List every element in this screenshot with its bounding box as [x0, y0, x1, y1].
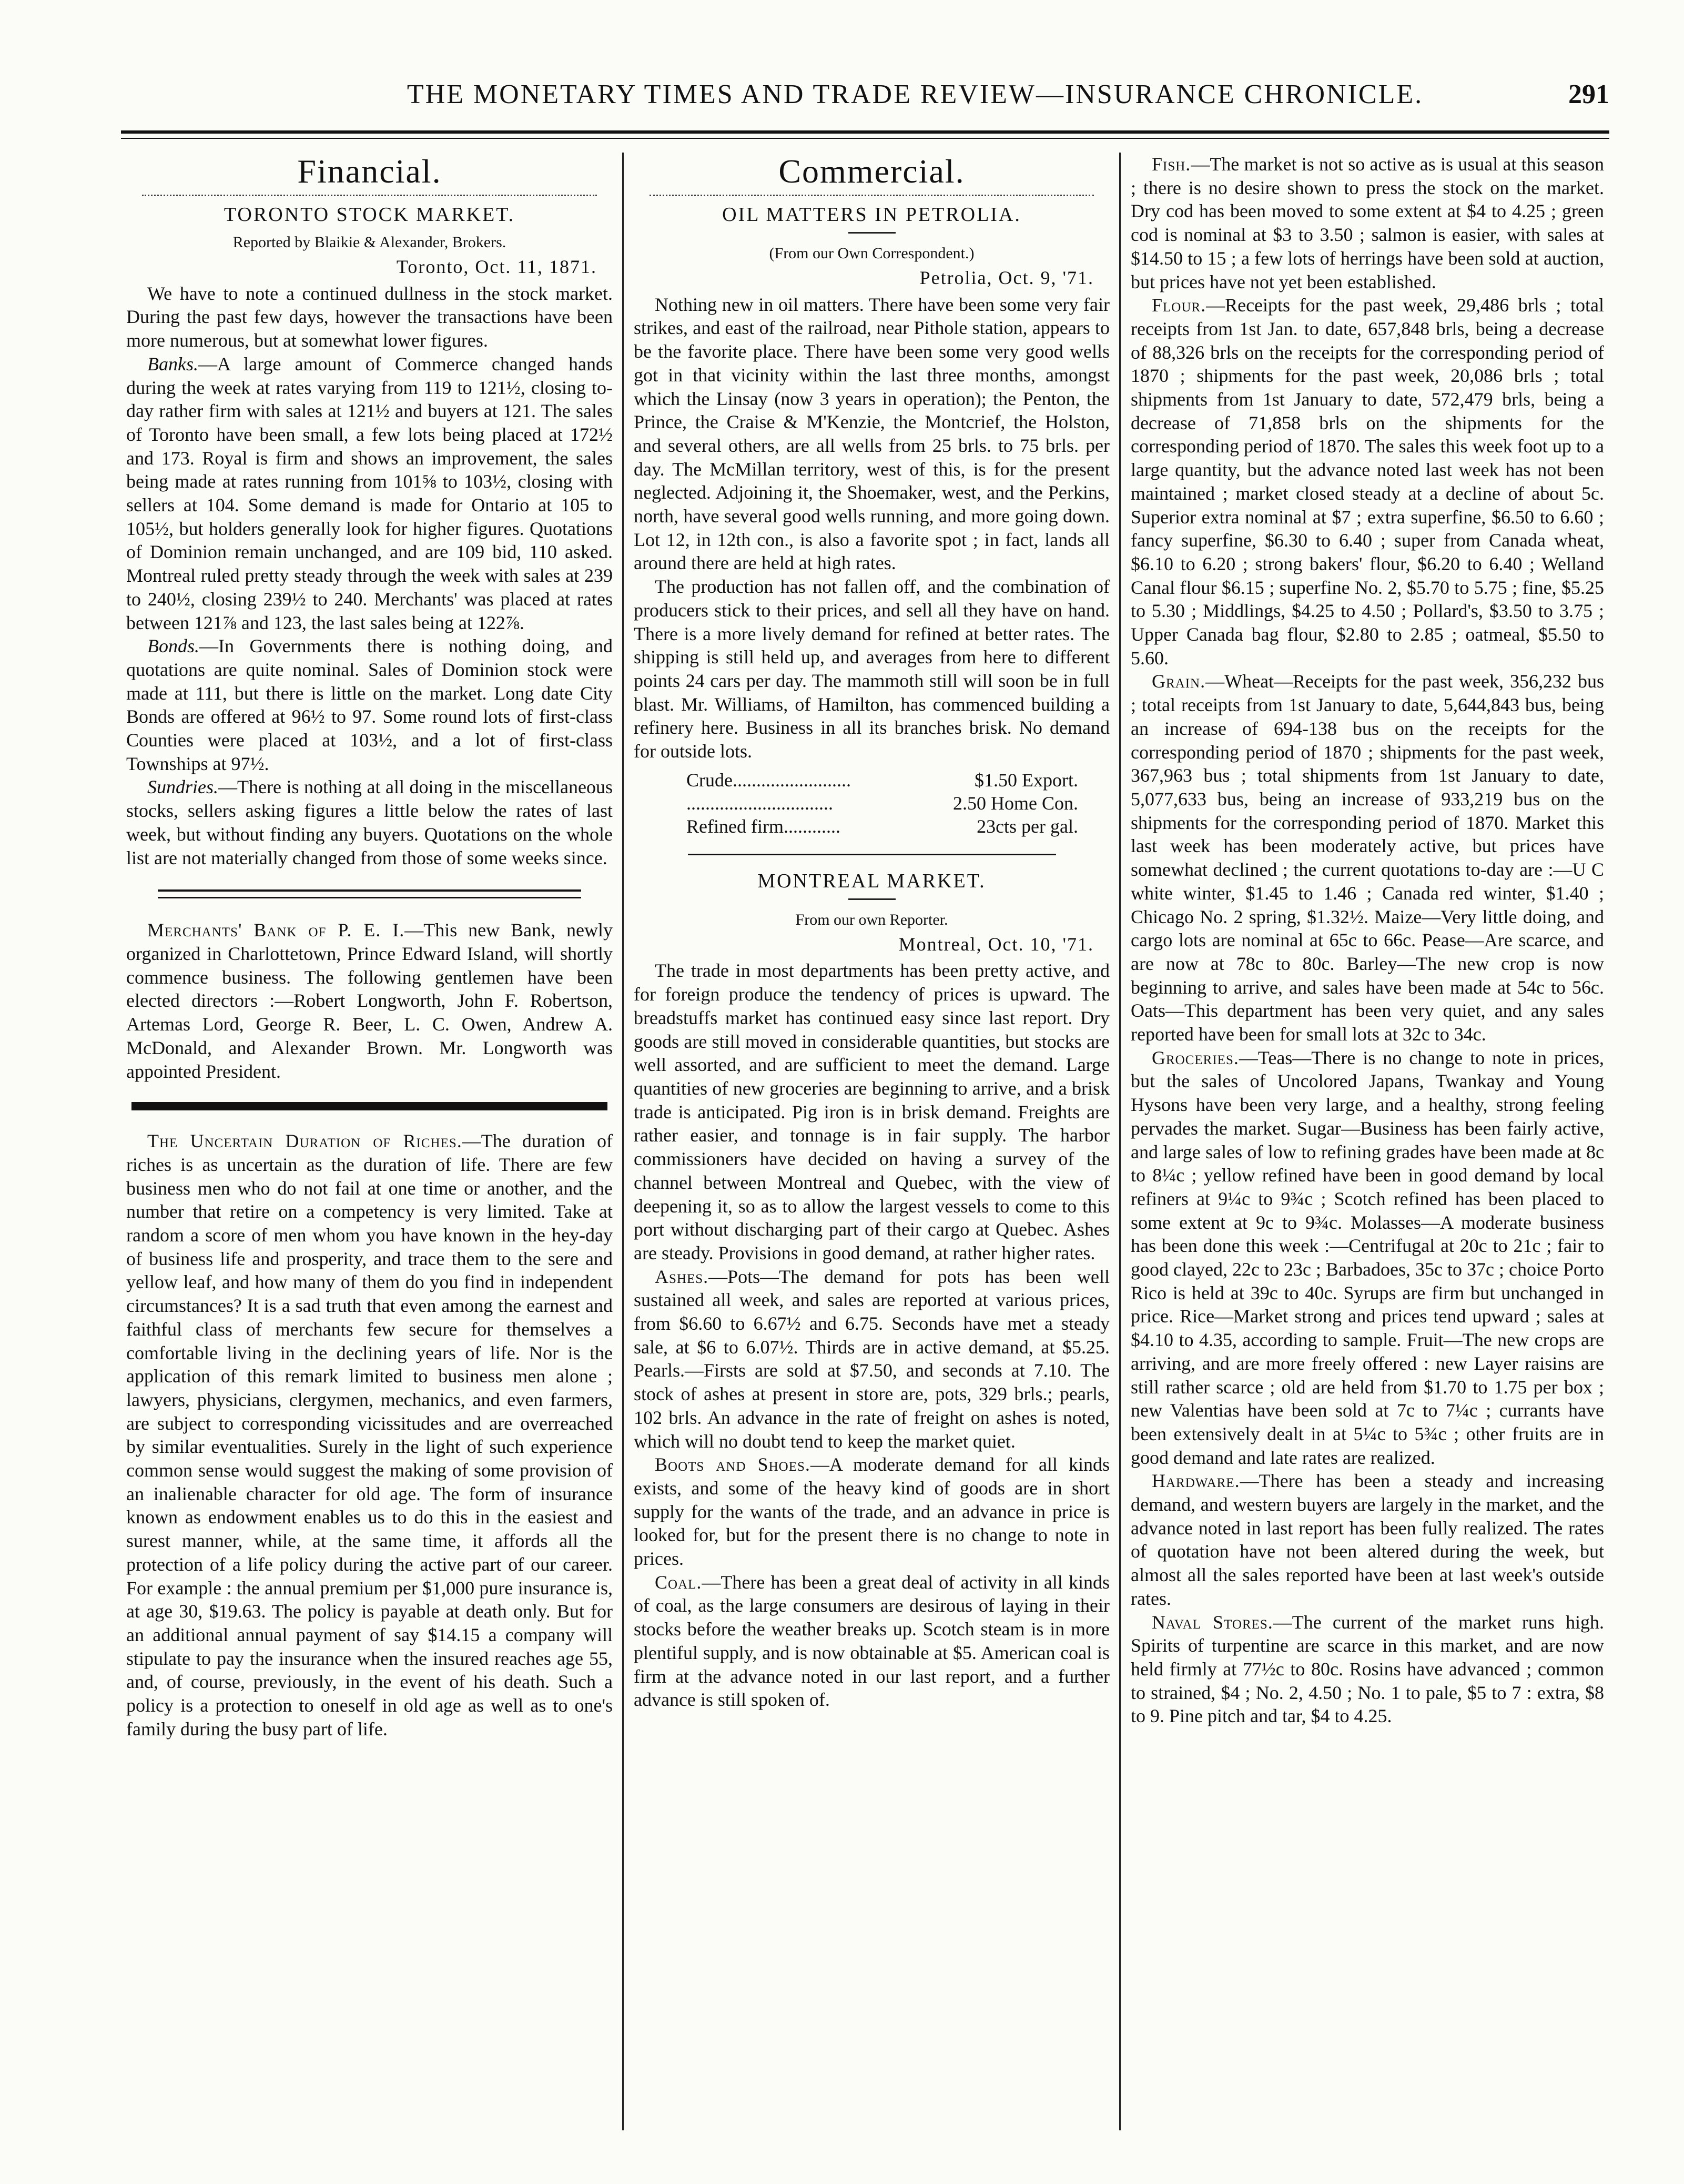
- paragraph: Nothing new in oil matters. There have been some very fair strikes, and east of the railroad, near Pithole station, appears to be the favorite place. There have been some very good wells got in that vicinity within the last three months, amongst which the Linsay (now 3 years in operation); the Penton, the Prince, the Craise & M'Kenzie, the Montcrief, the Holston, and several others, are all wells from 25 brls. to 75 brls. per day. The McMillan territory, west of this, is for the present neglected. Adjoining it, the Shoemaker, west, and the Perkins, north, have several good wells running, and more going down. Lot 12, in 12th con., is also a favorite spot ; in fact, lands all around there are held at high rates.: [634, 294, 1110, 574]
- byline: (From our Own Correspondent.): [769, 245, 975, 262]
- page-number: 291: [1568, 79, 1609, 109]
- price-label: ...............................: [686, 792, 833, 814]
- paragraph: [1131, 153, 1604, 294]
- paragraph: [1131, 294, 1604, 670]
- department-title: Financial.: [297, 153, 442, 190]
- dateline: Montreal, Oct. 10, '71.: [898, 933, 1094, 955]
- paragraph: [1131, 670, 1604, 1046]
- paragraph: [126, 1129, 613, 1741]
- section-text: —A large amount of Commerce changed hands during the week at rates varying from 119 to 121½, closing to-day rather firm with sales at 121½ and buyers at 121. The sales of Toronto have been small, a few lots being placed at 172½ and 173. Royal is firm and shows an improvement, the sales being made at rates running from 101⅝ to 103½, closing with sellers at 104. Some demand is made for Ontario at 105 to 105½, but holders generally look for higher figures. Quotations of Dominion remain unchanged, and are 109 bid, 110 asked. Montreal ruled pretty steady through the week with sales at 239 to 240½, closing 239½ to 240. Merchants' was placed at rates between 121⅞ and 123, the last sales being at 122⅞.: [126, 353, 613, 633]
- section-label: Merchants' Bank of P. E. I.: [147, 919, 405, 941]
- article-title: MONTREAL MARKET.: [757, 869, 986, 892]
- paragraph: [126, 775, 613, 869]
- section-text: —The duration of riches is as uncertain as the duration of life. There are few business men who do not fail at one time or another, and the number that retire on a competency is very limited. Take at random a score of men whom you have known in the hey-day of business life and prosperity, and trace them to the sere and yellow leaf, and how many of them do you find in independent circumstances? It is a sad truth that even among the earnest and faithful class of merchants few secure for themselves a comfortable living in the declining years of life. Nor is the application of this remark limited to business men alone ; lawyers, physicians, clergymen, mechanics, and even farmers, are subject to corresponding vicissitudes and are overreached by similar eventualities. Surely in the light of such experience common sense would suggest the making of some provision of an inalienable character for old age. The form of insurance known as endowment enables us to do this in the easiest and surest manner, while, at the same time, it affords all the protection of a life policy during the active part of our career. For example : the annual premium per $1,000 pure insurance is, at age 30, $19.63. The policy is payable at death only. But for an additional annual payment of say $14.15 a company will stipulate to pay the insurance when the insured reaches age 55, and, of course, previously, in the event of his death. Such a policy is a protection to oneself in old age as well as to one's family during the busy part of life.: [126, 1130, 613, 1740]
- price-label: Refined firm............: [686, 815, 840, 837]
- paragraph: The trade in most departments has been pretty active, and for foreign produce the tendency of prices is upward. The breadstuffs market has continued easy since last report. Dry goods are still moved in considerable quantities, but stocks are well assorted, and are sufficient to meet the demand. Large quantities of new groceries are beginning to arrive, and a brisk trade is anticipated. Pig iron is in brisk demand. Freights are rather easier, and tonnage is in fair supply. The harbor commissioners have decided on having a survey of the channel between Montreal and Quebec, with the view of deepening it, so as to allow the largest vessels to come to this port without discharging part of their cargo at Quebec. Ashes are steady. Provisions in good demand, at rather higher rates.: [634, 960, 1110, 1263]
- header-rule: [121, 130, 1609, 134]
- section-text: —There has been a great deal of activity in all kinds of coal, as the large consumers are desirous of laying in their stocks before the weather breaks up. Scotch steam is in more plentiful supply, and is now obtainable at $5. American coal is firm at the advance noted in our last report, and a further advance is still spoken of.: [634, 1571, 1110, 1711]
- page-header: [121, 79, 1609, 121]
- header-rule-thin: [121, 138, 1609, 139]
- financial-column: [126, 153, 613, 2130]
- section-text: —This new Bank, newly organized in Charlottetown, Prince Edward Island, will shortly commence business. The following gentlemen have been elected directors :—Robert Longworth, John F. Robertson, Artemas Lord, George R. Beer, L. C. Owen, Andrew A. McDonald, and Alexander Brown. Mr. Longworth was appointed President.: [126, 919, 613, 1082]
- section-label: Fish.: [1152, 154, 1191, 175]
- paragraph: [126, 352, 613, 634]
- paragraph: [634, 1571, 1110, 1712]
- section-text: —There is nothing at all doing in the miscellaneous stocks, sellers asking figures a little below the rates of last week, but without finding any buyers. Quotations on the whole list are not materially changed from those of some weeks since.: [126, 776, 613, 868]
- section-text: —In Governments there is nothing doing, and quotations are quite nominal. Sales of Dominion stock were made at 111, but there is little on the market. Long date City Bonds are offered at 96½ to 97. Some round lots of first-class Counties were placed at 103½, and a lot of first-class Townships at 97½.: [126, 635, 613, 774]
- byline: From our own Reporter.: [795, 911, 948, 928]
- price-value: 23cts per gal.: [977, 815, 1078, 837]
- paragraph: The production has not fallen off, and the combination of producers stick to their prices, and sell all they have on hand. There is a more lively demand for refined at better rates. The shipping is still held up, and averages from here to different points 24 cars per day. The mammoth still will soon be in full blast. Mr. Williams, of Hamilton, has commenced building a refinery here. Business in all its branches brisk. No demand for outside lots.: [634, 576, 1110, 762]
- section-label: Bonds.: [147, 635, 199, 657]
- section-label: Flour.: [1152, 295, 1206, 316]
- section-label: The Uncertain Duration of Riches.: [147, 1130, 462, 1152]
- article-title: TORONTO STOCK MARKET.: [224, 204, 515, 226]
- ornament-rule: [142, 195, 597, 196]
- section-text: —A moderate demand for all kinds exists, and some of the heavy kind of goods are in short supply for the wants of the trade, and an advance in price is looked for, but for the present there is no change to note in prices.: [634, 1454, 1110, 1570]
- section-label: Hardware.: [1152, 1470, 1240, 1492]
- section-label: Naval Stores.: [1152, 1611, 1273, 1633]
- section-label: Coal.: [655, 1571, 702, 1593]
- section-label: Grain.: [1152, 671, 1206, 692]
- price-value: 2.50 Home Con.: [953, 792, 1078, 814]
- article-title: OIL MATTERS IN PETROLIA.: [722, 204, 1021, 226]
- price-table: [634, 769, 1110, 838]
- paragraph: [634, 1265, 1110, 1453]
- section-text: —Receipts for the past week, 29,486 brls ; total receipts from 1st Jan. to date, 657,848 brls, being a decrease of 88,326 brls on the receipts for the corresponding period of 1870 ; shipments for the past week, 20,086 brls ; total shipments from 1st January to date, 572,479 brls, being a decrease of 71,858 brls on the shipments for the corresponding period of 1870. The sales this week foot up to a large quantity, but the advance noted last week has not been maintained ; market closed steady at a decline of about 5c. Superior extra nominal at $7 ; extra superfine, $6.50 to 6.60 ; fancy superfine, $6.30 to 6.40 ; super from Canada wheat, $6.10 to 6.20 ; strong bakers' flour, $6.20 to 6.40 ; Welland Canal flour $6.15 ; superfine No. 2, $5.70 to 5.75 ; fine, $5.25 to 5.30 ; Middlings, $4.25 to 4.50 ; Pollard's, $3.50 to 3.75 ; Upper Canada bag flour, $2.80 to 2.85 ; oatmeal, $5.50 to 5.60.: [1131, 295, 1604, 669]
- section-text: —Pots—The demand for pots has been well sustained all week, and sales are reported at various prices, from $6.60 to 6.67½ and 6.75. Seconds have met a steady sale, at $6 to 6.07½. Thirds are in active demand, at $5.25. Pearls.—Firsts are sold at $7.50, and seconds at 7.10. The stock of ashes at present in store are, pots, 329 brls.; pearls, 102 brls. An advance in the rate of freight on ashes is noted, which will no doubt tend to keep the market quiet.: [634, 1266, 1110, 1452]
- section-text: —There has been a steady and increasing demand, and western buyers are largely in the market, and the advance noted in last report has been fully realized. The rates of quotation have not been altered during the week, but almost all the sales reported have been at last week's outside rates.: [1131, 1470, 1604, 1609]
- divider: [688, 854, 1056, 855]
- price-row: [634, 815, 1110, 838]
- dateline: Toronto, Oct. 11, 1871.: [396, 256, 597, 277]
- section-text: —Teas—There is no change to note in prices, but the sales of Uncolored Japans, Twankay and Young Hysons have been very large, and a healthy, strong feeling pervades the market. Sugar—Business has been fairly active, and large sales of low to refining grades have been made at 8c to 8¼c ; yellow refined have been in good demand by local refiners at 9¼c to 9¾c ; Scotch refined has been placed to some extent at 9c to 9¾c. Molasses—A moderate business has been done this week :—Centrifugal at 20c to 21c ; fair to good clayed, 22c to 23c ; Barbadoes, 35c to 37c ; choice Porto Rico is held at 39c to 40c. Syrups are firm but unchanged in price. Rice—Market strong and prices tend upward ; sales at $4.10 to 4.35, according to sample. Fruit—The new crops are arriving, and are more freely offered : new Layer raisins are still rather scarce ; old are held from $1.70 to 1.75 per box ; new Valentias have been sold at 7c to 7¼c ; currants have been extensively dealt in at 5¼c to 5¾c ; other fruits are in good demand and late rates are realized.: [1131, 1047, 1604, 1468]
- paragraph: We have to note a continued dullness in the stock market. During the past few days, however the transactions have been more numerous, but at somewhat lower figures.: [126, 282, 613, 351]
- section-text: —Wheat—Receipts for the past week, 356,232 bus ; total receipts from 1st January to date, 5,644,843 bus, being an increase of 694-138 bus on the receipts for the corresponding period of 1870 ; shipments for the past week, 367,963 bus ; total shipments from 1st January to date, 5,077,633 bus, being an increase of 933,219 bus on the shipments for the corresponding period of 1870. Market this last week has been moderately active, but prices have somewhat declined ; the current quotations to-day are :—U C white winter, $1.45 to 1.46 ; Canada red winter, $1.40 ; Chicago No. 2 spring, $1.32½. Maize—Very little doing, and cargo lots are nominal at 65c to 66c. Pease—Are scarce, and are now at 78c to 80c. Barley—The new crop is now beginning to arrive, and sales have been made at 54c to 56c. Oats—This department has been very quiet, and any sales reported have been for small lots at 32c to 34c.: [1131, 671, 1604, 1045]
- paragraph: [1131, 1469, 1604, 1610]
- section-label: Sundries.: [147, 776, 218, 798]
- department-title: Commercial.: [778, 153, 965, 190]
- price-row: [634, 769, 1110, 792]
- column-divider: [1119, 153, 1121, 2130]
- divider: [131, 1102, 607, 1110]
- ornament-rule: [650, 195, 1094, 196]
- short-rule: [848, 898, 896, 900]
- market-column: [1131, 153, 1604, 2130]
- paragraph: [126, 634, 613, 775]
- price-label: Crude.........................: [686, 769, 851, 791]
- section-label: Groceries.: [1152, 1047, 1239, 1068]
- paragraph: [1131, 1611, 1604, 1728]
- section-text: —The current of the market runs high. Spirits of turpentine are scarce in this market, and are now held firmly at 77½c to 80c. Rosins have advanced ; common to strained, $4 ; No. 2, 4.50 ; No. 1 to pale, $5 to 7 : extra, $8 to 9. Pine pitch and tar, $4 to 4.25.: [1131, 1611, 1604, 1727]
- price-value: $1.50 Export.: [975, 769, 1078, 791]
- divider: [158, 889, 581, 898]
- commercial-column: [634, 153, 1110, 2130]
- section-label: Banks.: [147, 353, 198, 375]
- section-label: Boots and Shoes.: [655, 1454, 810, 1475]
- price-row: [634, 792, 1110, 815]
- running-head: THE MONETARY TIMES AND TRADE REVIEW—INSURANCE CHRONICLE.: [407, 79, 1424, 109]
- column-divider: [622, 153, 624, 2130]
- paragraph: [634, 1453, 1110, 1571]
- paragraph: [126, 918, 613, 1083]
- paragraph: [1131, 1046, 1604, 1470]
- short-rule: [848, 232, 896, 234]
- section-label: Ashes.: [655, 1266, 709, 1287]
- section-text: —The market is not so active as is usual at this season ; there is no desire shown to press the stock on the market. Dry cod has been moved to some extent at $4 to 4.25 ; green cod is nominal at $3 to 3.50 ; salmon is easier, with sales at $14.50 to 15 ; a few lots of herrings have been sold at auction, but prices have not yet been established.: [1131, 154, 1604, 292]
- dateline: Petrolia, Oct. 9, '71.: [919, 267, 1094, 288]
- byline: Reported by Blaikie & Alexander, Brokers.: [232, 234, 506, 251]
